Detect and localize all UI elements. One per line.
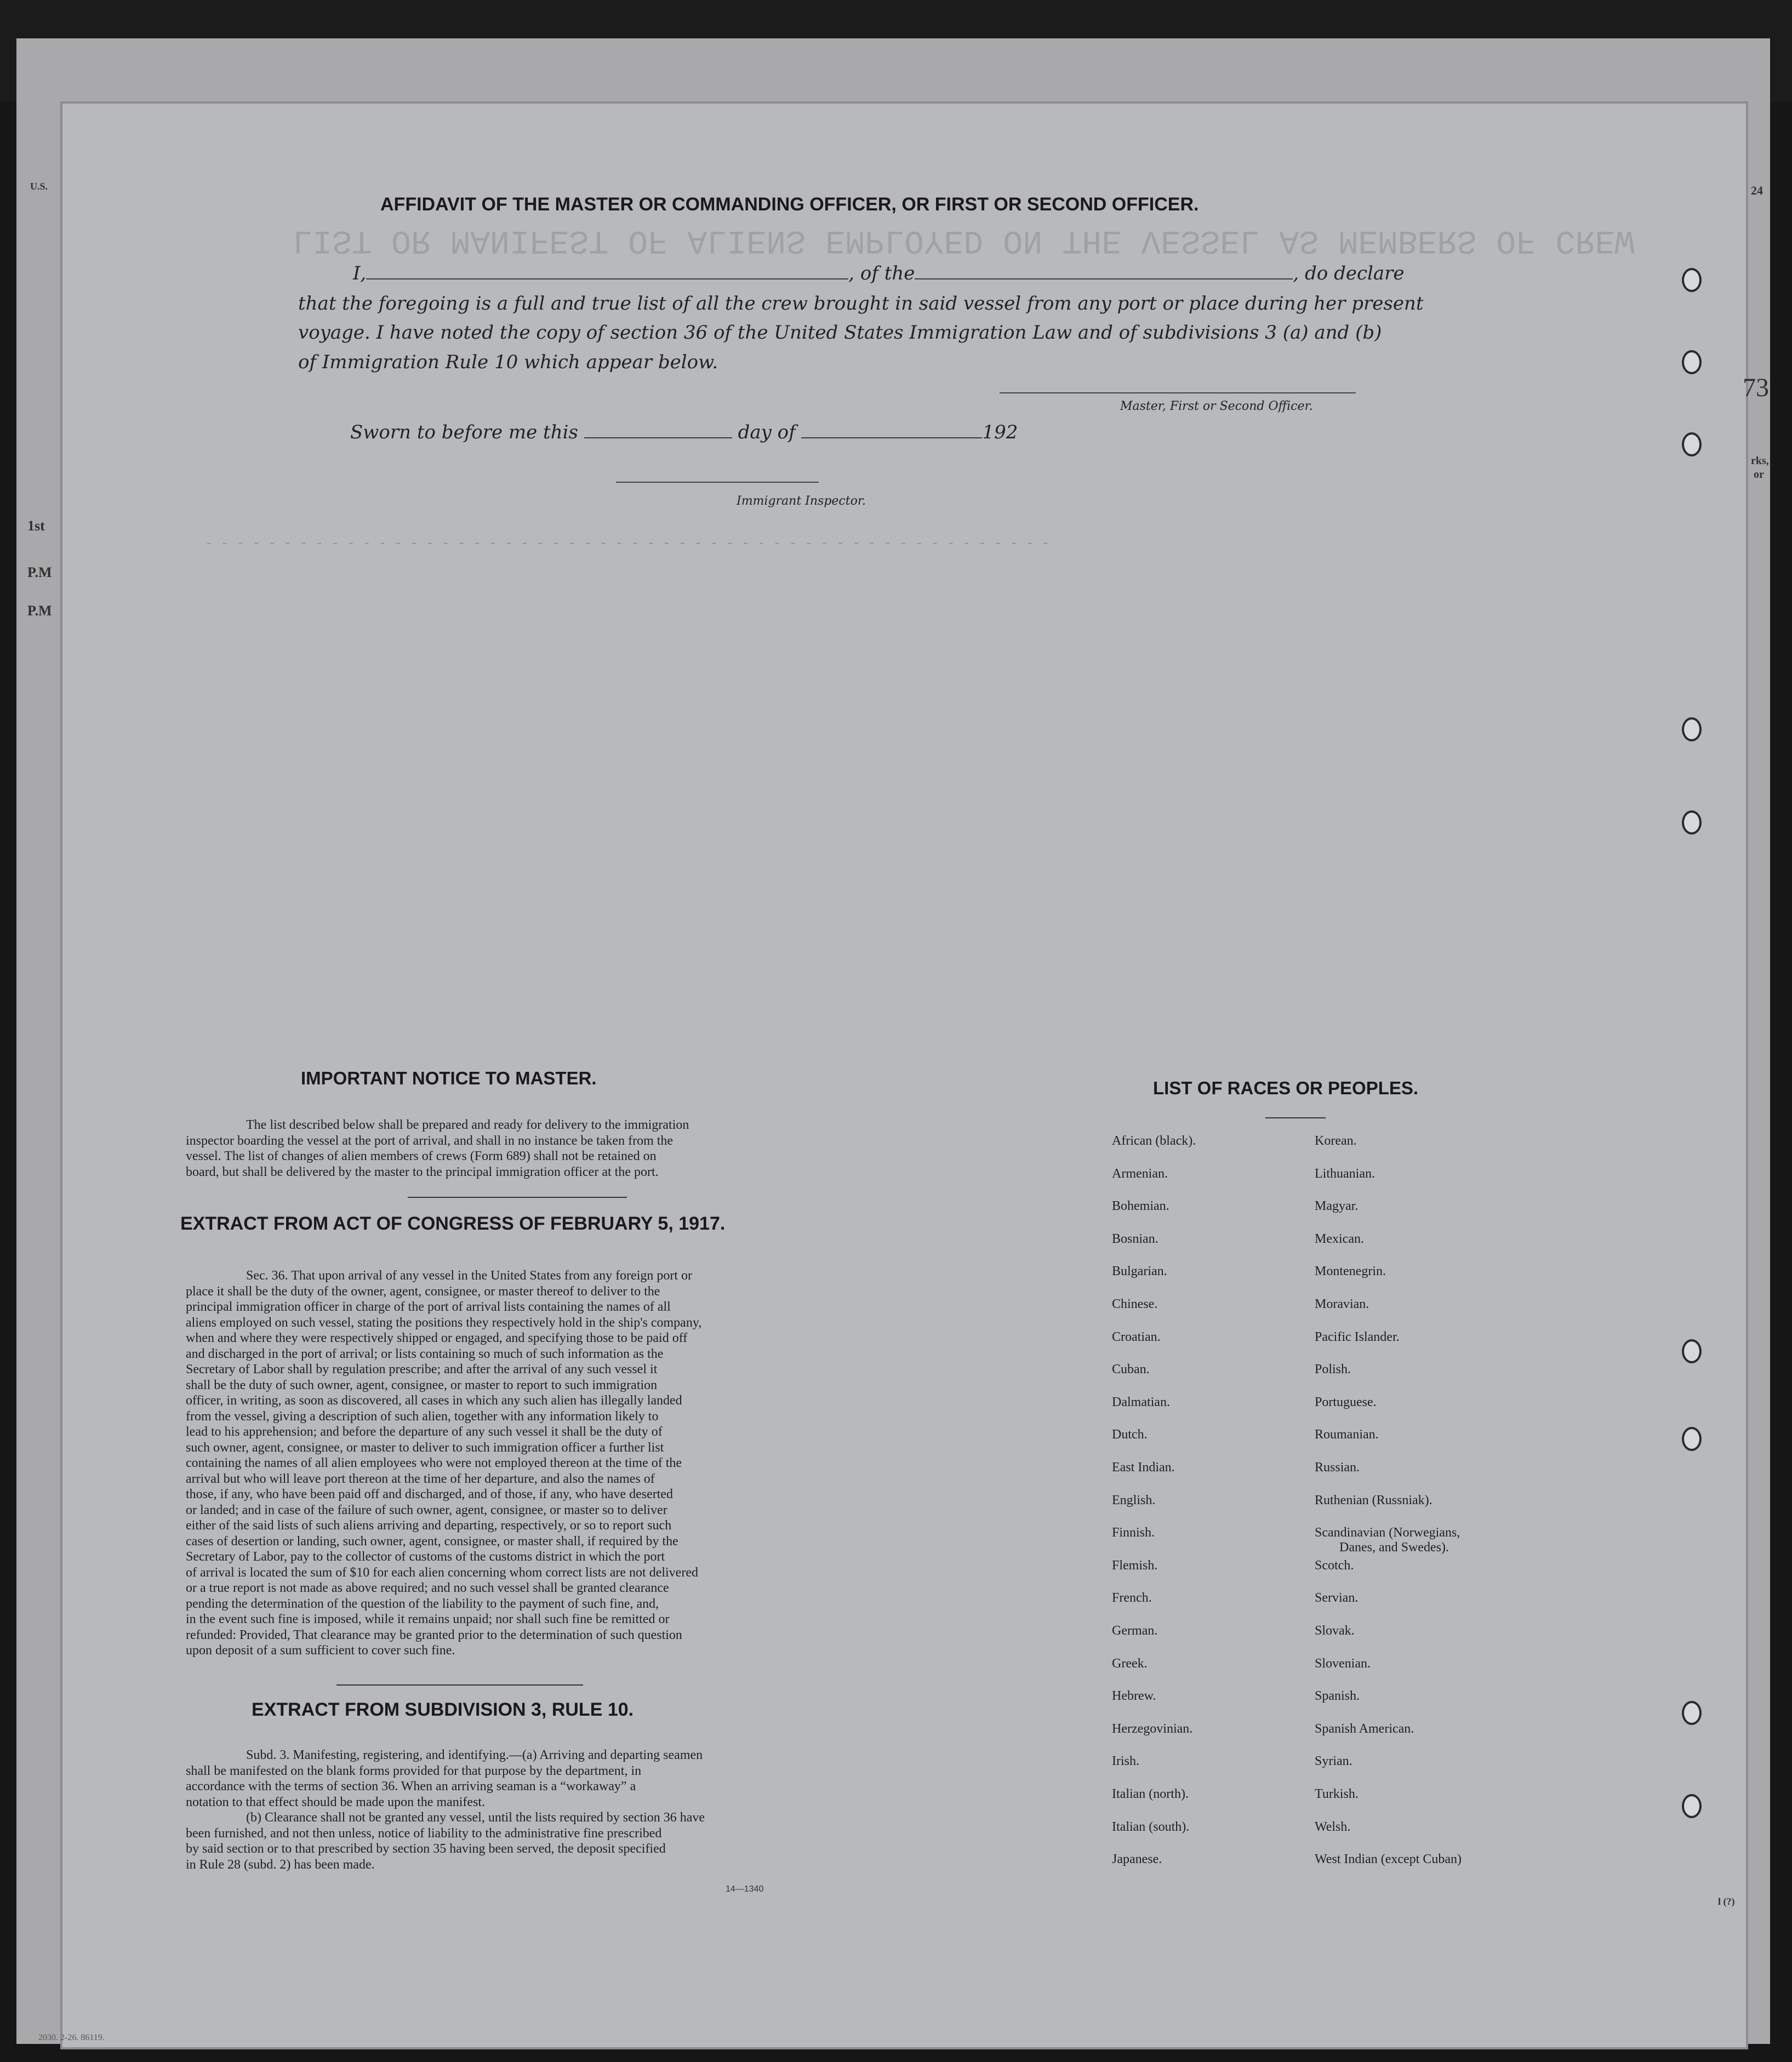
text-line: or landed; and in case of the failure of such owner, agent, consignee, or master so to deliver <box>186 1503 667 1517</box>
affidavit-line-2: that the foregoing is a full and true list of all the crew brought in said vessel from any port or place during her present <box>298 293 1424 315</box>
vessel-blank[interactable] <box>915 264 1293 279</box>
master-signature-line[interactable] <box>1000 392 1356 393</box>
race-item-right: Spanish American. <box>1315 1721 1414 1736</box>
race-item-left: English. <box>1112 1493 1156 1507</box>
binder-hole <box>1682 268 1702 292</box>
text-line: refunded: Provided, That clearance may be granted prior to the determination of such question <box>186 1627 682 1642</box>
race-item-left: Dalmatian. <box>1112 1395 1170 1409</box>
race-item-left: Hebrew. <box>1112 1689 1156 1704</box>
bleed-through-heading: LIST OR MANIFEST OF ALIENS EMPLOYED ON THE VESSEL AS MEMBERS OF CREW <box>293 221 1635 259</box>
text-line: when and where they were respectively shipped or engaged, and specifying those to be paid off <box>186 1331 688 1345</box>
race-item-right: West Indian (except Cuban) <box>1315 1852 1462 1867</box>
text-line: lead to his apprehension; and before the departure of any such vessel it shall be the duty of <box>186 1425 663 1439</box>
text-line: and discharged in the port of arrival; or lists containing so much of such information as the <box>186 1346 664 1361</box>
race-item-right: Russian. <box>1315 1460 1360 1475</box>
text-line: aliens employed on such vessel, stating the positions they respectively hold in the ship's company, <box>186 1315 702 1330</box>
binder-hole <box>1682 1339 1702 1363</box>
race-item-left: Finnish. <box>1112 1526 1155 1540</box>
master-caption: Master, First or Second Officer. <box>1120 399 1313 413</box>
right-mark-bottom: l (?) <box>1718 1896 1735 1907</box>
race-item-left: African (black). <box>1112 1134 1196 1148</box>
text-line: (b) Clearance shall not be granted any vessel, until the lists required by section 36 have <box>246 1810 705 1825</box>
name-blank[interactable] <box>366 264 848 279</box>
binder-hole <box>1682 1427 1702 1451</box>
race-item-left: French. <box>1112 1591 1152 1606</box>
bottom-stamp: 2030. 2-26. 86119. <box>38 2033 105 2042</box>
race-item-right: Slovenian. <box>1315 1656 1371 1671</box>
race-item-right: Scotch. <box>1315 1558 1354 1573</box>
bleed-through-row: - - - - - - - - - - - - - - - - - - - - - - - - - - - - - - - - - - - - - - - - - - - - - - - - - - - - - - <box>205 536 1050 551</box>
margin-mark-1st: 1st <box>27 518 45 534</box>
text-line: by said section or to that prescribed by section 35 having been served, the deposit specified <box>186 1842 666 1856</box>
rule-text <box>186 1747 860 1872</box>
races-title: LIST OF RACES OR PEOPLES. <box>1153 1078 1419 1098</box>
affidavit-line-3: voyage. I have noted the copy of section 36 of the United States Immigration Law and of subdivisions 3 (a) and (b) <box>298 322 1382 344</box>
text-line: from the vessel, giving a description of such alien, together with any information likely to <box>186 1409 659 1424</box>
affidavit-title: AFFIDAVIT OF THE MASTER OR COMMANDING OFFICER, OR FIRST OR SECOND OFFICER. <box>380 194 1199 215</box>
manifest-sheet <box>60 101 1748 2049</box>
race-item-left: Herzegovinian. <box>1112 1721 1193 1736</box>
binder-hole <box>1682 717 1702 741</box>
race-item-right: Mexican. <box>1315 1231 1364 1246</box>
notice-text: The list described below shall be prepared and ready for delivery to the immigration inspector boarding the vessel at the port of arrival, and shall in no instance be taken from the vessel. The list of changes of alien members of crews (Form 689) shall not be retained on board, but shall be delivered by the master to the principal immigration officer at the port. <box>186 1118 689 1179</box>
text-line: accordance with the terms of section 36. When an arriving seaman is a “workaway” a <box>186 1779 636 1793</box>
race-item-left: Bulgarian. <box>1112 1264 1167 1279</box>
text-line: upon deposit of a sum sufficient to cover such fine. <box>186 1643 455 1658</box>
rule-title: EXTRACT FROM SUBDIVISION 3, RULE 10. <box>252 1699 634 1720</box>
race-item-left: German. <box>1112 1624 1158 1638</box>
text-line: those, if any, who have been paid off and discharged, and of those, if any, who have deserted <box>186 1487 674 1501</box>
text-line: containing the names of all alien employees who were not employed thereon at the time of the <box>186 1456 682 1470</box>
text-line: shall be the duty of such owner, agent, consignee, or master to report to such immigration <box>186 1378 658 1392</box>
right-mark-or: or <box>1754 469 1764 481</box>
text-line: shall be manifested on the blank forms provided for that purpose by the department, in <box>186 1763 642 1778</box>
race-item-right: Montenegrin. <box>1315 1264 1386 1279</box>
inspector-signature-line[interactable] <box>616 482 819 483</box>
margin-mark-us: U.S. <box>30 181 48 192</box>
binder-hole <box>1682 432 1702 456</box>
form-number: 14—1340 <box>726 1884 764 1894</box>
text-line: Subd. 3. Manifesting, registering, and identifying.—(a) Arriving and departing seamen <box>246 1748 703 1762</box>
race-item-left: Dutch. <box>1112 1427 1148 1442</box>
text-line: been furnished, and not then unless, notice of liability to the administrative fine prescribed <box>186 1826 662 1841</box>
race-item-right: Servian. <box>1315 1591 1359 1606</box>
race-item-right: Korean. <box>1315 1134 1357 1148</box>
binder-hole <box>1682 1701 1702 1725</box>
inspector-caption: Immigrant Inspector. <box>737 494 866 508</box>
margin-mark-pm-1: P.M <box>27 564 52 580</box>
race-item-left: Irish. <box>1112 1754 1139 1769</box>
race-item-right: Spanish. <box>1315 1689 1360 1704</box>
race-item-right: Turkish. <box>1315 1787 1359 1801</box>
race-item-left: Bohemian. <box>1112 1199 1169 1214</box>
text-line: place it shall be the duty of the owner, agent, consignee, or master thereof to deliver to the <box>186 1284 660 1299</box>
text-line: officer, in writing, as soon as discovered, all cases in which any such alien has illegally landed <box>186 1393 682 1408</box>
text-line: arrival but who will leave port thereon at the time of her departure, and also the names of <box>186 1471 655 1486</box>
text-line: either of the said lists of such aliens arriving and departing, respectively, or so to report such <box>186 1518 672 1533</box>
text-line: such owner, agent, consignee, or master to deliver to such immigration officer a further list <box>186 1440 664 1455</box>
binder-hole <box>1682 1794 1702 1818</box>
binder-hole <box>1682 810 1702 835</box>
margin-mark-pm-2: P.M <box>27 603 52 619</box>
day-blank[interactable] <box>584 423 732 438</box>
text-line: in the event such fine is imposed, while it remains unpaid; nor shall such fine be remitted or <box>186 1612 670 1626</box>
race-item-left: Flemish. <box>1112 1558 1158 1573</box>
races-divider <box>1265 1117 1326 1118</box>
right-mark-24: 24 <box>1751 184 1763 197</box>
race-item-left: Greek. <box>1112 1656 1148 1671</box>
text-line: Secretary of Labor shall by regulation prescribe; and after the arrival of any such vessel it <box>186 1362 658 1376</box>
race-item-right: Polish. <box>1315 1362 1351 1377</box>
right-mark-73: 73 <box>1743 373 1769 402</box>
race-item-right: Magyar. <box>1315 1199 1359 1214</box>
month-blank[interactable] <box>801 423 982 438</box>
notice-title: IMPORTANT NOTICE TO MASTER. <box>301 1068 597 1088</box>
divider-2 <box>336 1684 583 1686</box>
race-item-right: Lithuanian. <box>1315 1166 1375 1181</box>
text-line: in Rule 28 (subd. 2) has been made. <box>186 1857 375 1872</box>
race-item-left: Cuban. <box>1112 1362 1150 1377</box>
race-item-right: Slovak. <box>1315 1624 1355 1638</box>
text-line: or a true report is not made as above required; and no such vessel shall be granted clearance <box>186 1581 669 1595</box>
act-title: EXTRACT FROM ACT OF CONGRESS OF FEBRUARY 5, 1917. <box>180 1213 726 1234</box>
act-text <box>186 1268 860 1659</box>
text-line: cases of desertion or landing, such owner, agent, consignee, or master shall, if required by the <box>186 1534 678 1549</box>
race-item-left: Croatian. <box>1112 1329 1161 1344</box>
affidavit-line-1: I, , of the , do declare <box>353 262 1405 284</box>
text-line: notation to that effect should be made upon the manifest. <box>186 1795 486 1809</box>
race-item-right: Roumanian. <box>1315 1427 1379 1442</box>
race-item-left: Armenian. <box>1112 1166 1168 1181</box>
race-item-right: Portuguese. <box>1315 1395 1377 1409</box>
text-line: Sec. 36. That upon arrival of any vessel in the United States from any foreign port or <box>246 1269 693 1283</box>
race-item-right: Ruthenian (Russniak). <box>1315 1493 1433 1507</box>
text-line: of arrival is located the sum of $10 for each alien concerning whom correct lists are not delivered <box>186 1565 698 1580</box>
race-item-left: Japanese. <box>1112 1852 1162 1867</box>
race-item-left: Chinese. <box>1112 1297 1158 1311</box>
race-item-left: Bosnian. <box>1112 1231 1158 1246</box>
race-item-right: Scandinavian (Norwegians, <box>1315 1526 1460 1540</box>
divider-1 <box>408 1197 627 1198</box>
binder-hole <box>1682 350 1702 374</box>
text-line: pending the determination of the question of the liability to the payment of such fine, and, <box>186 1596 659 1611</box>
right-mark-rks: rks, <box>1751 455 1769 467</box>
race-item-left: Italian (north). <box>1112 1787 1189 1801</box>
sworn-line: Sworn to before me this day of 192 <box>350 421 1018 443</box>
race-item-right: Welsh. <box>1315 1819 1351 1834</box>
race-item-continuation: Danes, and Swedes). <box>1339 1540 1449 1555</box>
race-item-left: East Indian. <box>1112 1460 1175 1475</box>
text-line: principal immigration officer in charge of the port of arrival lists containing the names of all <box>186 1300 671 1314</box>
race-item-left: Italian (south). <box>1112 1819 1190 1834</box>
text-line: Secretary of Labor, pay to the collector of customs of the customs district in which the port <box>186 1550 665 1564</box>
race-item-right: Syrian. <box>1315 1754 1352 1769</box>
race-item-right: Moravian. <box>1315 1297 1369 1311</box>
race-item-right: Pacific Islander. <box>1315 1329 1400 1344</box>
affidavit-line-4: of Immigration Rule 10 which appear below. <box>298 351 718 373</box>
